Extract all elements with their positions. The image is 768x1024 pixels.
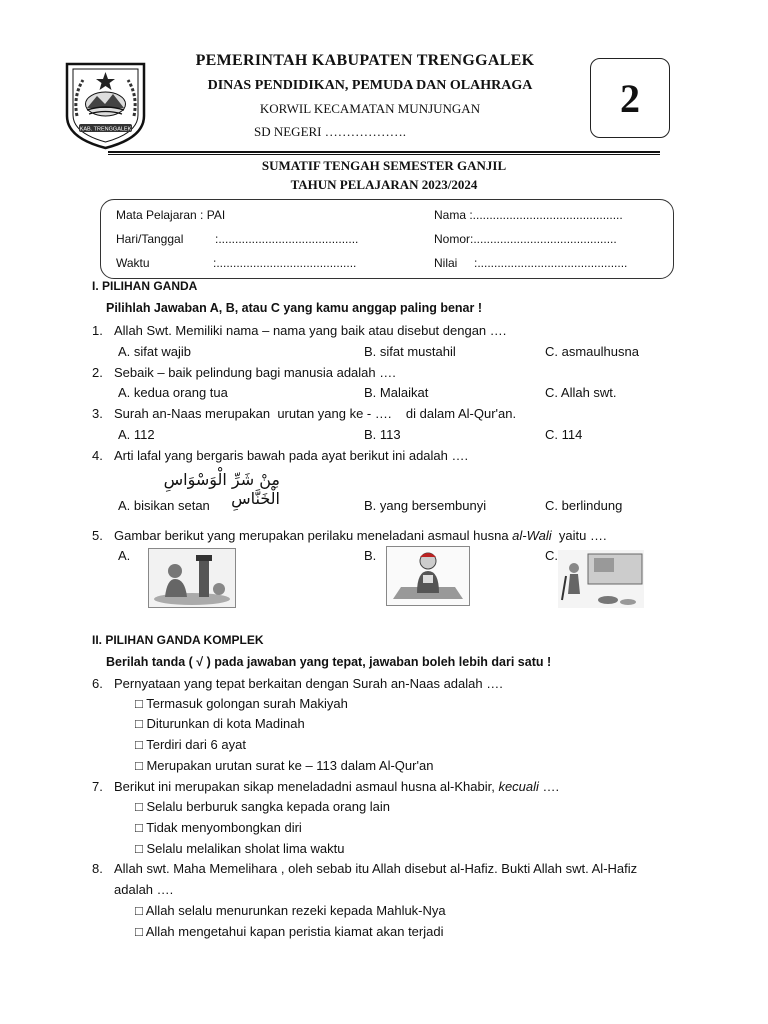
option-b[interactable]: B. 113 [364, 427, 401, 442]
question-text: Berikut ini merupakan sikap meneladadni asmaul husna al-Khabir, kecuali …. [114, 779, 560, 794]
section-2-instruction: Berilah tanda ( √ ) pada jawaban yang tepat, jawaban boleh lebih dari satu ! [106, 655, 552, 669]
arabic-verse: مِنْ شَرِّ الْوَسْوَاسِ الْخَنَّاسِ [163, 470, 280, 508]
score-field[interactable]: :............................................. [474, 256, 628, 270]
header-school: SD NEGERI ………………. [253, 124, 407, 139]
exam-year: TAHUN PELAJARAN 2023/2024 [290, 177, 478, 192]
header-divider-thin [108, 154, 660, 155]
option-c[interactable]: C. Allah swt. [545, 385, 617, 400]
regency-emblem [63, 58, 148, 150]
checkbox-choice[interactable]: □ Selalu melalikan sholat lima waktu [135, 841, 345, 856]
option-a[interactable]: A. bisikan setan [118, 498, 210, 513]
header-divider [108, 151, 660, 153]
option-b[interactable]: B. yang bersembunyi [364, 498, 487, 513]
header-government: PEMERINTAH KABUPATEN TRENGGALEK [195, 52, 535, 69]
checkbox-choice[interactable]: □ Allah selalu menurunkan rezeki kepada Mahluk-Nya [135, 903, 446, 918]
question-number: 4. [92, 448, 103, 463]
question-text: Allah swt. Maha Memelihara , oleh sebab itu Allah disebut al-Hafiz. Bukti Allah swt. Al-Hafiz [114, 861, 638, 876]
option-a[interactable]: A. [118, 548, 131, 563]
header-korwil: KORWIL KECAMATAN MUNJUNGAN [259, 101, 481, 116]
question-text: Surah an-Naas merupakan urutan yang ke - …. di dalam Al-Qur'an. [114, 406, 517, 421]
exam-title: SUMATIF TENGAH SEMESTER GANJIL [261, 158, 507, 173]
header-department: DINAS PENDIDIKAN, PEMUDA DAN OLAHRAGA [207, 78, 533, 93]
checkbox-choice[interactable]: □ Merupakan urutan surat ke – 113 dalam Al-Qur'an [135, 758, 434, 773]
svg-text:KAB. TRENGGALEK: KAB. TRENGGALEK [79, 126, 132, 133]
name-field[interactable]: Nama :............................................. [434, 208, 623, 222]
number-field[interactable]: Nomor:........................................... [434, 232, 617, 246]
date-field[interactable]: :.......................................... [215, 232, 359, 246]
exam-number-box: 2 [590, 58, 670, 138]
checkbox-choice[interactable]: □ Tidak menyombongkan diri [135, 820, 302, 835]
section-1-title: I. PILIHAN GANDA [92, 279, 198, 293]
subject-label: Mata Pelajaran : PAI [116, 208, 226, 222]
question-number: 5. [92, 528, 103, 543]
option-c[interactable]: C. berlindung [545, 498, 623, 513]
score-label: Nilai [434, 256, 458, 270]
question-text: Allah Swt. Memiliki nama – nama yang baik atau disebut dengan …. [114, 323, 507, 338]
question-text: Sebaik – baik pelindung bagi manusia adalah …. [114, 365, 396, 380]
option-a-image[interactable] [148, 548, 236, 608]
checkbox-choice[interactable]: □ Selalu berburuk sangka kepada orang lain [135, 799, 391, 814]
date-label: Hari/Tanggal [116, 232, 184, 246]
option-b[interactable]: B. Malaikat [364, 385, 429, 400]
option-a[interactable]: A. 112 [118, 427, 155, 442]
question-number: 7. [92, 779, 103, 794]
option-b[interactable]: B. [364, 548, 377, 563]
option-a[interactable]: A. sifat wajib [118, 344, 191, 359]
question-number: 2. [92, 365, 103, 380]
option-a[interactable]: A. kedua orang tua [118, 385, 228, 400]
option-c[interactable]: C. asmaulhusna [545, 344, 639, 359]
option-c[interactable]: C. [545, 548, 558, 563]
question-text-continued: adalah …. [114, 882, 174, 897]
time-label: Waktu [116, 256, 150, 270]
checkbox-choice[interactable]: □ Allah mengetahui kapan peristia kiamat akan terjadi [135, 924, 444, 939]
option-b[interactable]: B. sifat mustahil [364, 344, 456, 359]
question-number: 1. [92, 323, 103, 338]
time-field[interactable]: :.......................................... [213, 256, 357, 270]
question-number: 6. [92, 676, 103, 691]
question-text: Gambar berikut yang merupakan perilaku meneladani asmaul husna al-Wali yaitu …. [114, 528, 607, 543]
checkbox-choice[interactable]: □ Diturunkan di kota Madinah [135, 716, 305, 731]
question-text: Pernyataan yang tepat berkaitan dengan Surah an-Naas adalah …. [114, 676, 503, 691]
section-2-title: II. PILIHAN GANDA KOMPLEK [92, 633, 264, 647]
question-number: 8. [92, 861, 103, 876]
option-c[interactable]: C. 114 [545, 427, 583, 442]
checkbox-choice[interactable]: □ Termasuk golongan surah Makiyah [135, 696, 348, 711]
option-c-image[interactable] [558, 550, 644, 608]
question-number: 3. [92, 406, 103, 421]
section-1-instruction: Pilihlah Jawaban A, B, atau C yang kamu anggap paling benar ! [106, 301, 483, 315]
question-text: Arti lafal yang bergaris bawah pada ayat berikut ini adalah …. [114, 448, 469, 463]
option-b-image[interactable] [386, 546, 470, 606]
checkbox-choice[interactable]: □ Terdiri dari 6 ayat [135, 737, 246, 752]
